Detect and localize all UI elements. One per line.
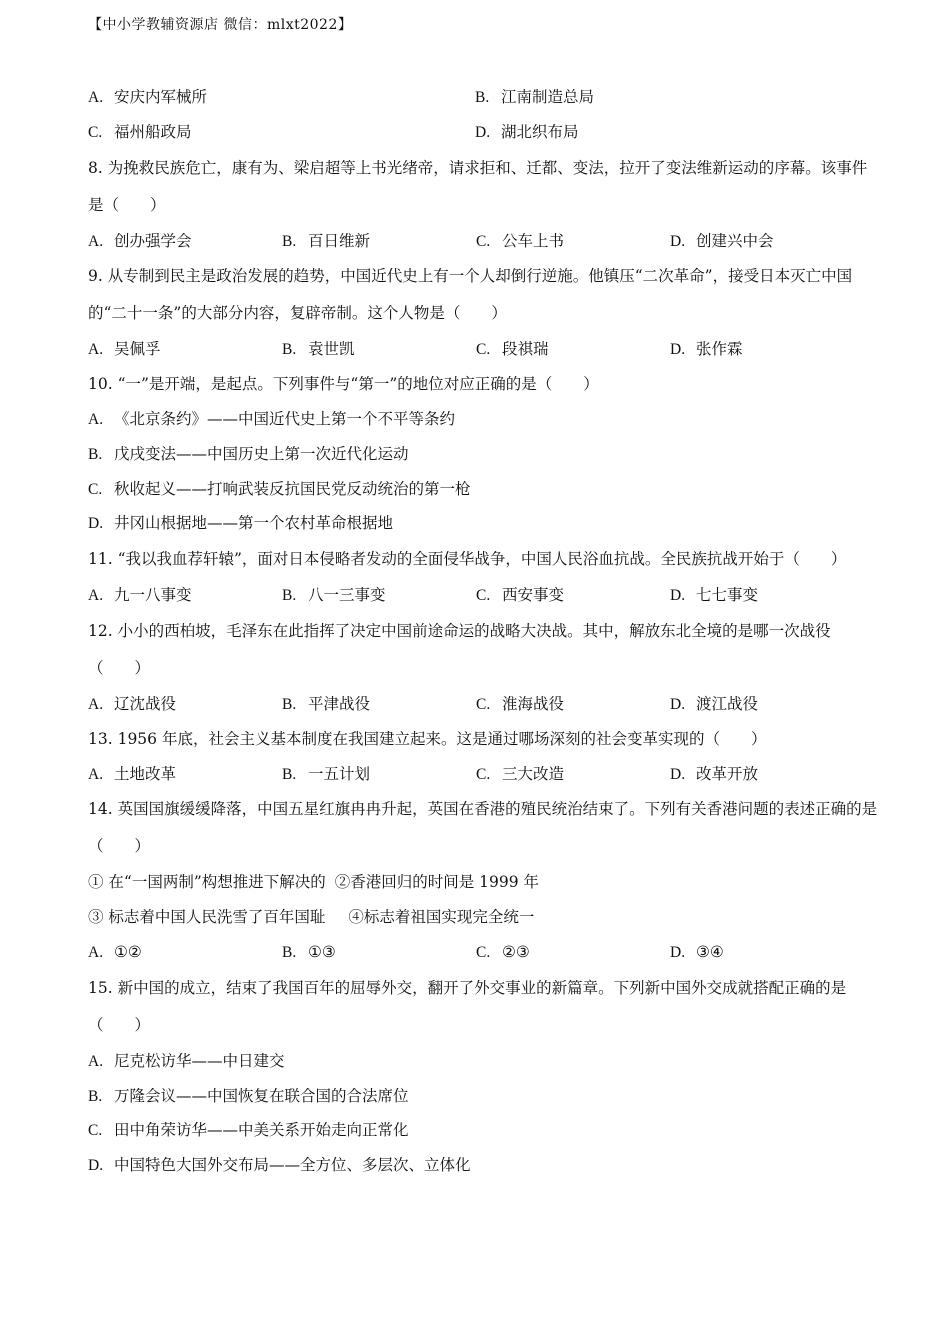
q11-option-a[interactable]: A. 九一八事变 [88,586,192,605]
q14-option-d[interactable]: D. ③④ [670,942,724,961]
q14-option-b[interactable]: B. ①③ [282,942,336,961]
q14-option-c[interactable]: C. ②③ [476,942,530,961]
q13-option-d[interactable]: D. 改革开放 [670,764,759,783]
q13-option-c[interactable]: C. 三大改造 [476,764,565,783]
question-10-stem: 10. “一”是开端，是起点。下列事件与“第一”的地位对应正确的是（ ） [88,375,599,394]
q13-option-b[interactable]: B. 一五计划 [282,764,371,783]
q14-statement-3: ③ 标志着中国人民洗雪了百年国耻 [88,908,326,927]
q11-option-d[interactable]: D. 七七事变 [670,586,759,605]
question-14-stem: 14. 英国国旗缓缓降落，中国五星红旗冉冉升起，英国在香港的殖民统治结束了。下列有关香港问题的表述正确的是（ ） [88,800,878,856]
question-15 [88,970,878,1183]
question-11 [88,541,878,613]
question-sheet [88,80,878,1183]
question-8-stem: 8. 为挽救民族危亡，康有为、梁启超等上书光绪帝，请求拒和、迁都、变法，拉开了变法维新运动的序幕。该事件是（ ） [88,158,868,214]
q7-option-c[interactable]: C. 福州船政局 [88,122,192,141]
q8-option-b[interactable]: B. 百日维新 [282,231,371,250]
q11-option-b[interactable]: B. 八一三事变 [282,586,386,605]
question-14-options [88,935,878,970]
q15-option-c[interactable]: C. 田中角荣访华——中美关系开始走向正常化 [88,1121,409,1140]
q9-option-b[interactable]: B. 袁世凯 [282,340,355,359]
question-13 [88,722,878,792]
q14-statements-row-1 [88,865,878,900]
question-9-stem: 9. 从专制到民主是政治发展的趋势，中国近代史上有一个人却倒行逆施。他镇压“二次革命”，接受日本灭亡中国的“二十一条”的大部分内容，复辟帝制。这个人物是（ ） [88,267,853,323]
question-14 [88,791,878,969]
question-15-stem: 15. 新中国的成立，结束了我国百年的屈辱外交，翻开了外交事业的新篇章。下列新中国外交成就搭配正确的是（ ） [88,978,847,1034]
q14-statement-4: ④标志着祖国实现完全统一 [348,908,535,927]
question-8 [88,150,878,259]
question-11-stem: 11. “我以我血荐轩辕”，面对日本侵略者发动的全面侵华战争，中国人民浴血抗战。全民族抗战开始于（ ） [88,550,847,569]
q12-option-a[interactable]: A. 辽沈战役 [88,694,177,713]
q7-option-b[interactable]: B. 江南制造总局 [475,88,595,106]
q9-option-a[interactable]: A. 吴佩孚 [88,340,161,359]
q14-statement-1: ① 在“一国两制”构想推进下解决的 [88,873,326,892]
q15-option-d[interactable]: D. 中国特色大国外交布局——全方位、多层次、立体化 [88,1156,471,1175]
q14-statement-2: ②香港回归的时间是 1999 年 [334,873,540,892]
q7-options-row-2 [88,115,878,150]
q10-option-c[interactable]: C. 秋收起义——打响武装反抗国民党反动统治的第一枪 [88,479,471,498]
q12-option-b[interactable]: B. 平津战役 [282,694,371,713]
q10-option-b[interactable]: B. 戊戌变法——中国历史上第一次近代化运动 [88,444,409,463]
q14-option-a[interactable]: A. ①② [88,942,142,961]
page-header: 【中小学教辅资源店 微信：mlxt2022】 [88,17,353,33]
q8-option-a[interactable]: A. 创办强学会 [88,231,192,250]
q13-option-a[interactable]: A. 土地改革 [88,764,177,783]
question-13-stem: 13. 1956 年底，社会主义基本制度在我国建立起来。这是通过哪场深刻的社会变革实现的（ ） [88,729,767,748]
question-9-options [88,332,878,367]
q11-option-c[interactable]: C. 西安事变 [476,586,565,605]
q7-option-a[interactable]: A. 安庆内军械所 [88,88,208,106]
question-9 [88,258,878,367]
q9-option-d[interactable]: D. 张作霖 [670,340,743,359]
question-13-options [88,757,878,792]
q10-option-d[interactable]: D. 井冈山根据地——第一个农村革命根据地 [88,514,394,533]
q15-option-b[interactable]: B. 万隆会议——中国恢复在联合国的合法席位 [88,1086,409,1105]
question-8-options [88,224,878,259]
q8-option-d[interactable]: D. 创建兴中会 [670,231,774,250]
q8-option-c[interactable]: C. 公车上书 [476,231,565,250]
question-10 [88,367,878,541]
q15-option-a[interactable]: A. 尼克松访华——中日建交 [88,1051,285,1070]
question-12-options [88,687,878,722]
q10-option-a[interactable]: A. 《北京条约》——中国近代史上第一个不平等条约 [88,409,456,428]
q12-option-c[interactable]: C. 淮海战役 [476,694,565,713]
question-12-stem: 12. 小小的西柏坡，毛泽东在此指挥了决定中国前途命运的战略大决战。其中，解放东北全境的是哪一次战役（ ） [88,621,831,677]
question-12 [88,613,878,722]
q12-option-d[interactable]: D. 渡江战役 [670,694,759,713]
question-11-options [88,578,878,613]
q14-statements-row-2 [88,900,878,935]
q7-options-row-1 [88,80,878,115]
q9-option-c[interactable]: C. 段祺瑞 [476,340,549,359]
q7-option-d[interactable]: D. 湖北织布局 [475,122,579,141]
